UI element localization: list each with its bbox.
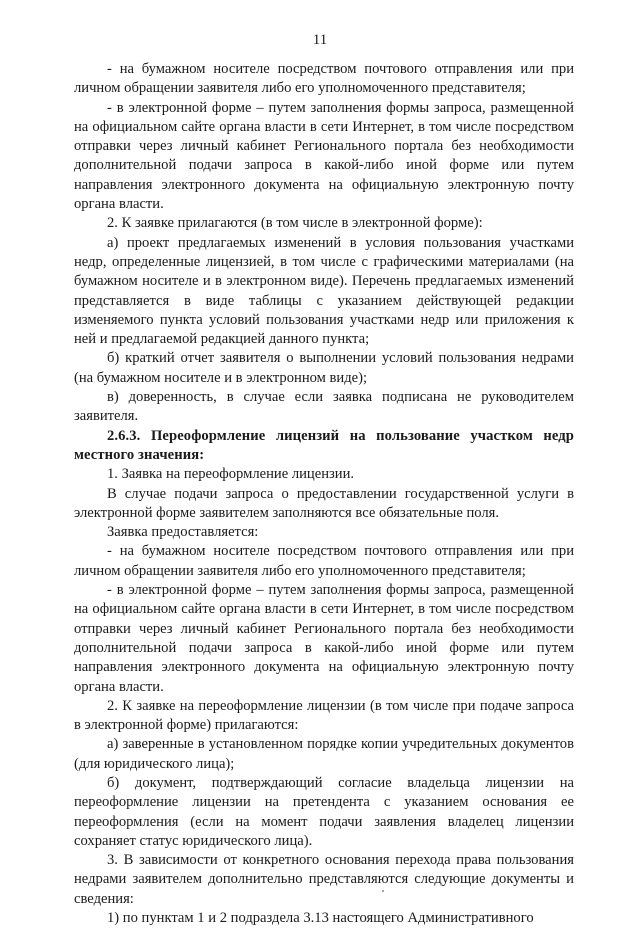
paragraph-item-b-consent: б) документ, подтверждающий согласие владельца лицензии на переоформление лицензии на претендента с указанием основания ее переоформления (если на момент подачи заявления владелец лицензии сохраняет статус юридического лица). xyxy=(74,774,574,849)
paragraph-electronic-submission: - в электронной форме – путем заполнения формы запроса, размещенной на официальном сайте органа власти в сети Интернет, в том числе посредством отправки через личный кабинет Регионального портала без необходимости дополнительной подачи запроса в какой-либо иной форме или путем направления электронного документа на официальную электронную почту органа власти. xyxy=(74,99,574,213)
paragraph-item-a-draft-changes: а) проект предлагаемых изменений в условия пользования участками недр, определенные лицензией, в том числе с графическими материалами (на бумажном носителе и в электронном виде). Перечень предлагаемых изменений представляется в виде таблицы с указанием действующей редакции изменяемого пункта условий пользования участками недр или приложения к ней и предлагаемой редакцией данного пункта; xyxy=(74,234,574,348)
document-body xyxy=(74,60,574,928)
section-heading-2-6-3: 2.6.3. Переоформление лицензий на пользование участком недр местного значения: xyxy=(74,427,574,463)
paragraph-reissue-attachments: 2. К заявке на переоформление лицензии (в том числе при подаче запроса в электронной форме) прилагаются: xyxy=(74,697,574,734)
paragraph-item-b-report: б) краткий отчет заявителя о выполнении условий пользования недрами (на бумажном носителе и в электронном виде); xyxy=(74,350,574,386)
paragraph-paper-submission-2: - на бумажном носителе посредством почтового отправления или при личном обращении заявителя либо его уполномоченного представителя; xyxy=(74,543,574,579)
paragraph-item-1-subsection: 1) по пунктам 1 и 2 подраздела 3.13 настоящего Административного xyxy=(107,910,534,927)
page-number: 11 xyxy=(312,32,328,48)
scan-artifact xyxy=(382,890,384,892)
paragraph-item-c-power-of-attorney: в) доверенность, в случае если заявка подписана не руководителем заявителя. xyxy=(74,389,574,425)
paragraph-submission-methods: Заявка предоставляется: xyxy=(107,524,259,541)
paragraph-electronic-submission-2: - в электронной форме – путем заполнения формы запроса, размещенной на официальном сайте органа власти в сети Интернет, в том числе посредством отправки через личный кабинет Регионального портала без необходимости дополнительной подачи запроса в какой-либо иной форме или путем направления электронного документа на официальную электронную почту органа власти. xyxy=(74,582,574,695)
paragraph-attachments-intro: 2. К заявке прилагаются (в том числе в электронной форме): xyxy=(107,215,483,232)
paragraph-item-a-copies: а) заверенные в установленном порядке копии учредительных документов (для юридического лица); xyxy=(74,736,574,772)
paragraph-additional-documents: 3. В зависимости от конкретного основания перехода права пользования недрами заявителем дополнительно представляются следующие документы и сведения: xyxy=(74,852,574,907)
paragraph-reissue-application: 1. Заявка на переоформление лицензии. xyxy=(107,466,355,483)
paragraph-required-fields: В случае подачи запроса о предоставлении государственной услуги в электронной форме заявителем заполняются все обязательные поля. xyxy=(74,485,574,521)
paragraph-paper-submission: - на бумажном носителе посредством почтового отправления или при личном обращении заявителя либо его уполномоченного представителя; xyxy=(74,61,574,97)
